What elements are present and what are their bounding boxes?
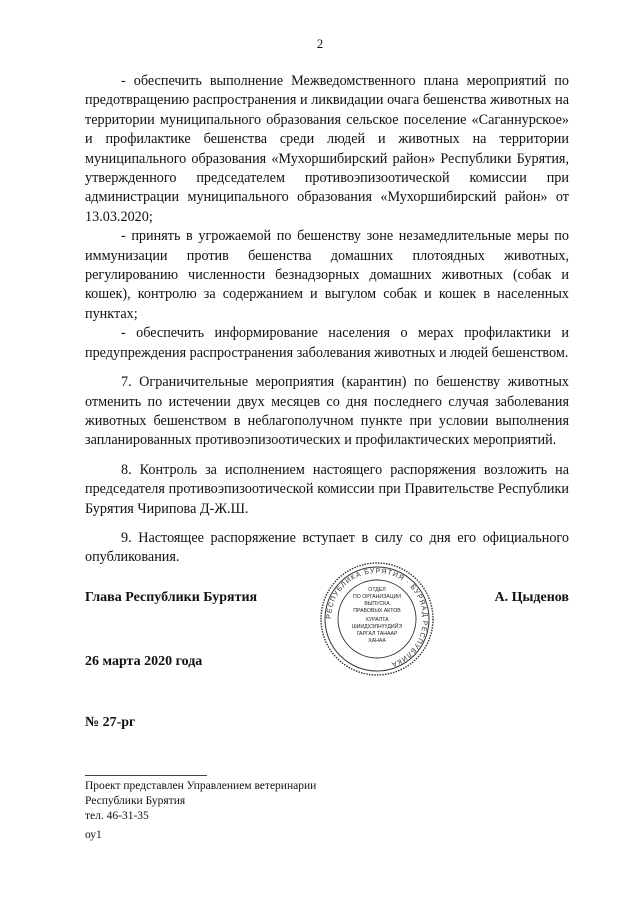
paragraph-immunization: - принять в угрожаемой по бешенству зоне незамедлительные меры по иммунизации против бешенства домашних плотоядных животных, регулированию численности безнадзорных домашних животных (собак и кошек), контролю за содержанием и выгулом собак и кошек в населенных пунктах; (85, 228, 569, 322)
page-number: 2 (316, 36, 324, 51)
seal-line: ШИИДХЭЛНҮҮДИЙЭ (351, 624, 403, 630)
paragraph-7: 7. Ограничительные мероприятия (карантин) по бешенству животных отменить по истечении двух месяцев со дня последнего случая заболевания животных бешенством в неблагополучном пункте при условии выполнения запланированных противоэпизоотических и профилактических мероприятий. (85, 374, 569, 449)
signatory-title: Глава Республики Бурятия (85, 590, 258, 605)
paragraph-plan: - обеспечить выполнение Межведомственного плана мероприятий по предотвращению распространения и ликвидации очага бешенства животных на территории муниципального образования сельское поселение «Саганнурское» и профилактике бешенства среди людей и животных на территории муниципального образования «Мухоршибирский район» Республики Бурятия, утвержденного председателем противоэпизоотической комиссии при администрации муниципального образования «Мухоршибирский район» от 13.03.2020; (85, 73, 569, 225)
seal-line: ПРАВОВЫХ АКТОВ (353, 608, 401, 614)
document-code: оу1 (85, 829, 102, 841)
signature-block (85, 590, 569, 612)
seal-line: ГАРГАЛ ТАНААР (356, 631, 398, 637)
footnote-divider (85, 775, 207, 776)
paragraph-8: 8. Контроль за исполнением настоящего распоряжения возложить на председателя противоэпизоотической комиссии при Правительстве Республики Бурятия Чирипова Д-Ж.Ш. (85, 461, 569, 517)
seal-line: ОТДЕЛ (368, 587, 386, 593)
document-number: № 27-рг (85, 715, 136, 730)
footnote-line: Проект представлен Управлением ветеринарии (85, 780, 317, 792)
document-body (85, 72, 569, 568)
seal-line: ВЫПУСКА (364, 601, 390, 607)
signatory-name: А. Цыденов (494, 590, 569, 605)
seal-line: ПО ОРГАНИЗАЦИИ (353, 594, 401, 600)
paragraph-information: - обеспечить информирование населения о мерах профилактики и предупреждения распространения заболевания животных и людей бешенством. (85, 325, 569, 361)
paragraph-9: 9. Настоящее распоряжение вступает в силу со дня его официального опубликования. (85, 529, 569, 566)
seal-line: ХУРАЛТА (365, 617, 389, 623)
footnote (85, 779, 316, 824)
footnote-line: тел. 46-31-35 (85, 810, 149, 822)
footnote-line: Республики Бурятия (85, 795, 186, 807)
seal-ring-text: РЕСПУБЛИКА БУРЯТИЯ · БУРЯАД РЕСПУБЛИКА (325, 567, 429, 668)
document-date: 26 марта 2020 года (85, 654, 203, 669)
official-seal (318, 560, 436, 678)
seal-line: ХАНАА (368, 638, 386, 644)
